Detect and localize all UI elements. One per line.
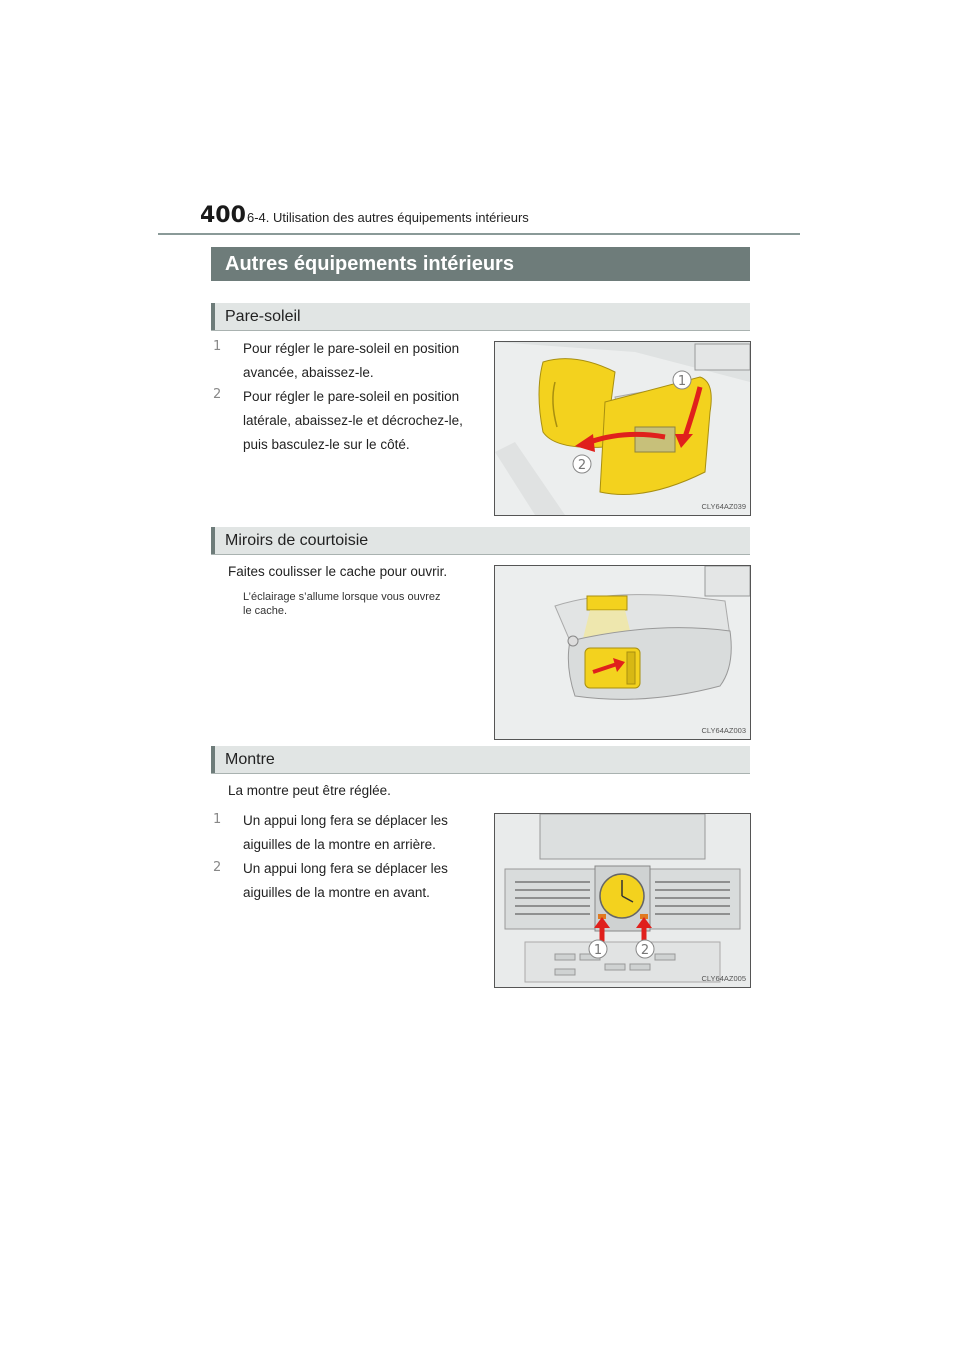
section-heading-sun-visor: Pare-soleil [211, 303, 750, 331]
text-line: aiguilles de la montre en avant. [243, 885, 430, 900]
clock-intro: La montre peut être réglée. [228, 783, 391, 798]
step-number-icon: 2 [213, 860, 222, 875]
main-heading: Autres équipements intérieurs [211, 247, 750, 281]
step-text [243, 857, 483, 905]
figure-callout: 1 [677, 374, 687, 389]
text-line: Un appui long fera se déplacer les [243, 813, 448, 828]
figure-code: CLY64AZ003 [701, 726, 746, 735]
figure-code: CLY64AZ039 [701, 502, 746, 511]
step-number-icon: 1 [213, 812, 222, 827]
step-number-icon: 1 [213, 339, 222, 354]
mirror-instruction: Faites coulisser le cache pour ouvrir. [228, 564, 448, 579]
figure-code: CLY64AZ005 [701, 974, 746, 983]
sun-visor-drawing [495, 342, 750, 515]
chapter-title: 6-4. Utilisation des autres équipements intérieurs [247, 210, 529, 225]
text-line: le cache. [243, 605, 288, 617]
header-divider [158, 233, 800, 235]
text-line: L’éclairage s’allume lorsque vous ouvrez [243, 591, 441, 603]
vanity-mirror-drawing [495, 566, 750, 739]
figure-callout: 2 [577, 458, 587, 473]
step-text [243, 809, 483, 857]
step-text [243, 385, 483, 457]
step-text [243, 337, 483, 385]
page-number: 400 [200, 203, 246, 228]
figure-callout: 1 [593, 943, 603, 958]
vanity-mirror-illustration [494, 565, 751, 740]
clock-illustration [494, 813, 751, 988]
text-line: latérale, abaissez-le et décrochez-le, [243, 413, 463, 428]
clock-drawing [495, 814, 750, 987]
sun-visor-illustration [494, 341, 751, 516]
text-line: Pour régler le pare-soleil en position [243, 389, 460, 404]
text-line: Un appui long fera se déplacer les [243, 861, 448, 876]
step-number-icon: 2 [213, 387, 222, 402]
section-heading-vanity-mirrors: Miroirs de courtoisie [211, 527, 750, 555]
section-heading-clock: Montre [211, 746, 750, 774]
mirror-note [243, 590, 488, 618]
text-line: aiguilles de la montre en arrière. [243, 837, 436, 852]
figure-callout: 2 [640, 943, 650, 958]
text-line: puis basculez-le sur le côté. [243, 437, 410, 452]
text-line: avancée, abaissez-le. [243, 365, 374, 380]
text-line: Pour régler le pare-soleil en position [243, 341, 460, 356]
